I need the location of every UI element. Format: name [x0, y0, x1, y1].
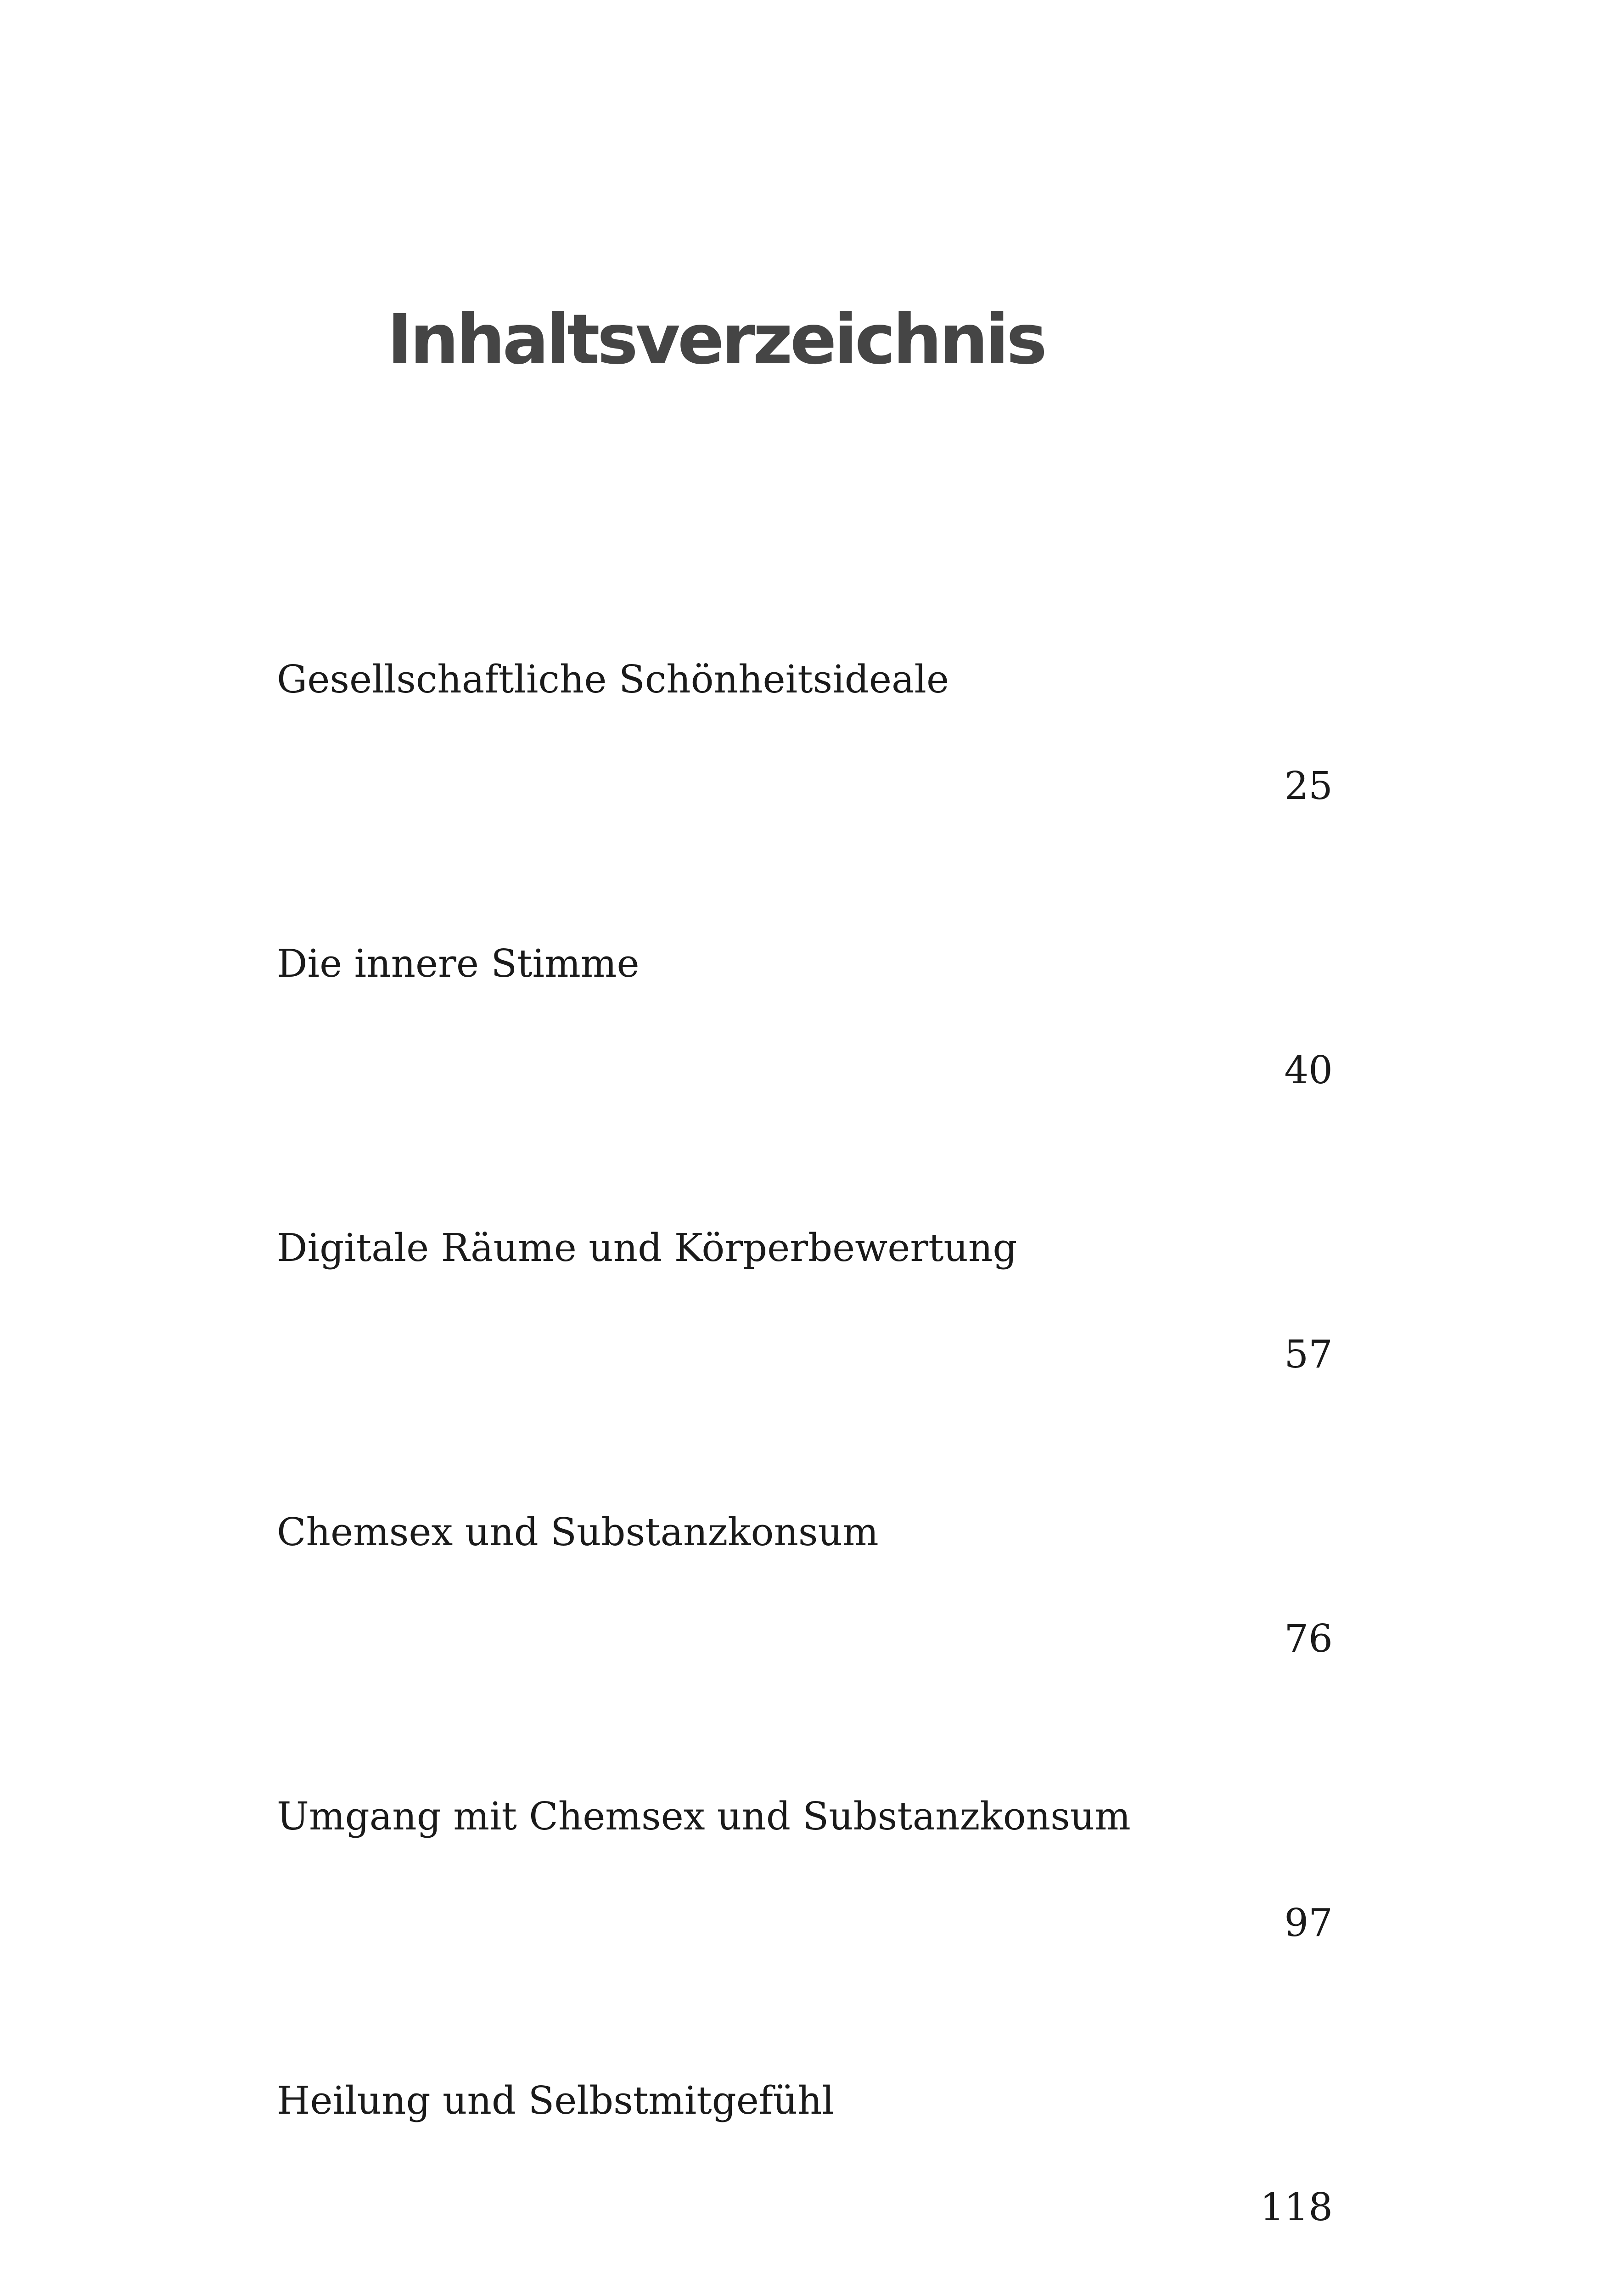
toc-entry — [277, 1683, 1333, 1950]
toc-entry-title — [277, 2252, 1241, 2296]
toc-entry-title — [277, 1968, 1241, 2234]
toc-entry-title-line: Digitale Räume und Körperbewertung — [277, 1226, 1017, 1270]
toc-entry-title-line: Umgang mit Chemsex und Substanzkonsum — [277, 1794, 1131, 1839]
toc-entry-title — [277, 1115, 1241, 1381]
toc-entry-title — [277, 546, 1241, 813]
toc-entry-page-number: 97 — [1284, 1901, 1333, 1945]
page-title: Inhaltsverzeichnis — [387, 300, 1045, 380]
toc-entry-title — [277, 1683, 1241, 1950]
toc-entry-page-number: 76 — [1284, 1616, 1333, 1661]
toc-entry-title-line: Heilung und Selbstmitgefühl — [277, 2078, 835, 2123]
toc-entry — [277, 831, 1333, 1097]
toc-entry — [277, 1399, 1333, 1666]
toc-entry-title — [277, 831, 1241, 1097]
toc-entry-title-line: Die innere Stimme — [277, 941, 640, 986]
toc-entry — [277, 2252, 1333, 2296]
table-of-contents — [277, 546, 1333, 2296]
toc-entry — [277, 546, 1333, 813]
toc-entry-page-number: 57 — [1284, 1332, 1333, 1377]
toc-entry-page-number: 25 — [1284, 764, 1333, 808]
toc-entry — [277, 1115, 1333, 1381]
toc-entry-page-number: 40 — [1284, 1048, 1333, 1092]
toc-entry-title-line: Gesellschaftliche Schönheitsideale — [277, 657, 949, 702]
toc-entry-title — [277, 1399, 1241, 1666]
toc-entry-title-line: Chemsex und Substanzkonsum — [277, 1510, 879, 1554]
toc-entry — [277, 1968, 1333, 2234]
toc-entry-page-number: 118 — [1260, 2185, 1333, 2229]
